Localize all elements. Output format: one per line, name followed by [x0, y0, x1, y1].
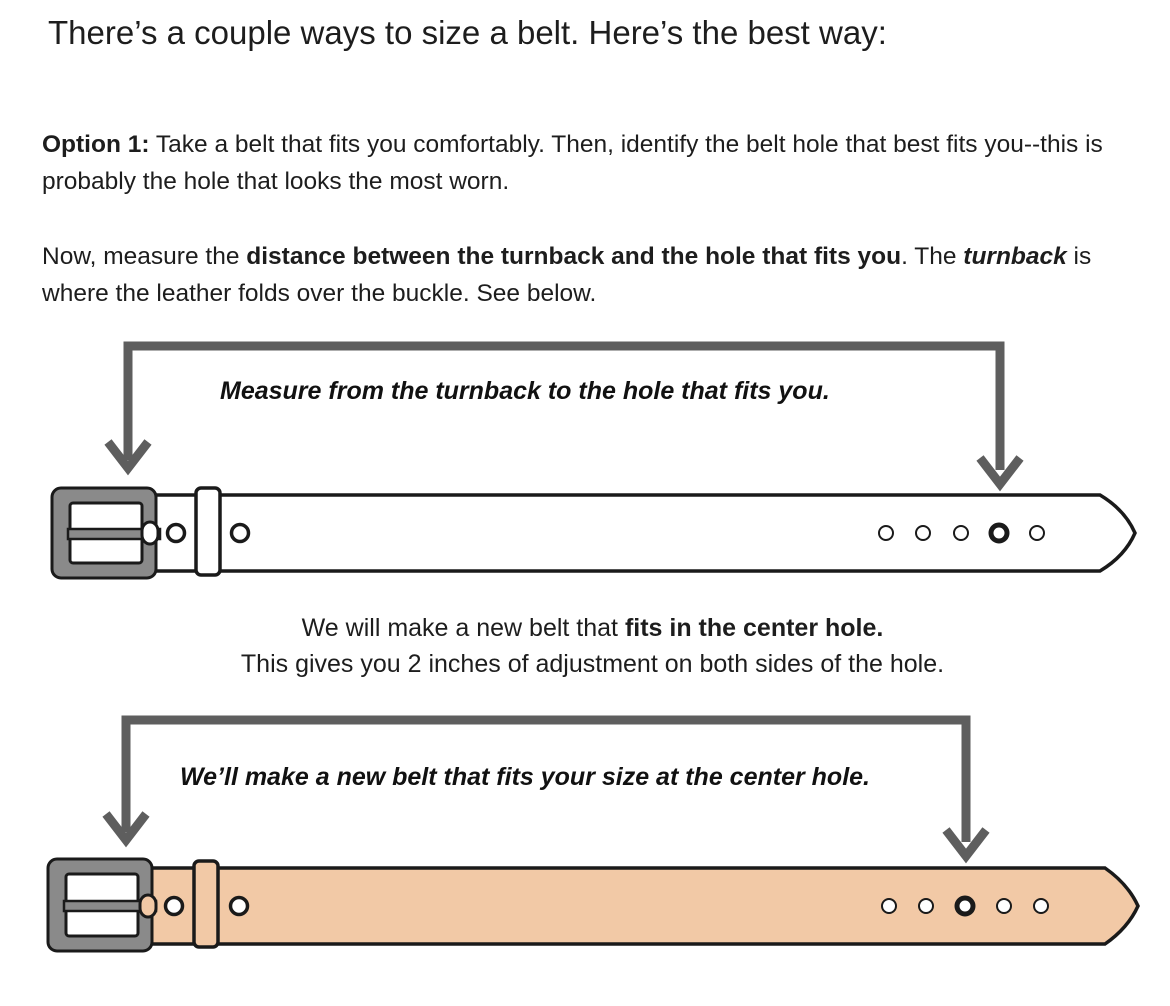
middle-line-1-prefix: We will make a new belt that: [301, 614, 625, 642]
belt-hole: [879, 526, 893, 540]
diagram-2-label: We’ll make a new belt that fits your size at the center hole.: [180, 763, 871, 791]
option-1-paragraph: [42, 126, 1152, 200]
belt-hole: [882, 899, 896, 913]
option-1-text: Take a belt that fits you comfortably. Then, identify the belt hole that best fits you--this is probably the hole that looks the most worn.: [42, 131, 1103, 195]
middle-explanation: [0, 610, 1170, 682]
belt-hole: [997, 899, 1011, 913]
measure-text-after: . The: [901, 243, 964, 270]
measure-paragraph: [42, 238, 1152, 312]
buckle-hole-icon: [168, 525, 185, 542]
buckle-hole-icon: [166, 898, 183, 915]
belt-hole: [919, 899, 933, 913]
belt-hole: [916, 526, 930, 540]
belt-diagram-new: [0, 705, 1170, 965]
measure-bold: distance between the turnback and the hole that fits you: [246, 243, 902, 270]
belt-hole: [1034, 899, 1048, 913]
middle-line-2: This gives you 2 inches of adjustment on both sides of the hole.: [240, 650, 945, 678]
measure-text-end: is where the leather folds over the buckle. See below.: [42, 243, 1092, 307]
turnback-term: turnback: [963, 243, 1067, 270]
middle-line-1: [0, 610, 1170, 646]
belt-hole-worn: [991, 525, 1007, 541]
option-1-label: Option 1:: [42, 131, 150, 158]
middle-line-1-bold: fits in the center hole.: [624, 614, 884, 642]
measure-bracket-arrow: [128, 346, 1000, 470]
buckle-tongue-tip: [140, 895, 156, 917]
rivet-icon: [232, 525, 249, 542]
belt-strap: [148, 495, 1135, 571]
belt-loop: [194, 861, 218, 947]
belt-loop: [196, 488, 220, 575]
buckle-tongue-tip: [142, 522, 158, 544]
page-title: There’s a couple ways to size a belt. Here’s the best way:: [48, 14, 887, 51]
belt-strap: [148, 868, 1138, 944]
rivet-icon: [231, 898, 248, 915]
belt-diagram-current: [0, 330, 1170, 590]
belt-hole: [1030, 526, 1044, 540]
belt-hole: [954, 526, 968, 540]
measure-text-before: Now, measure the: [42, 243, 247, 270]
diagram-1-label: Measure from the turnback to the hole that fits you.: [220, 377, 830, 405]
belt-hole-center: [957, 898, 973, 914]
